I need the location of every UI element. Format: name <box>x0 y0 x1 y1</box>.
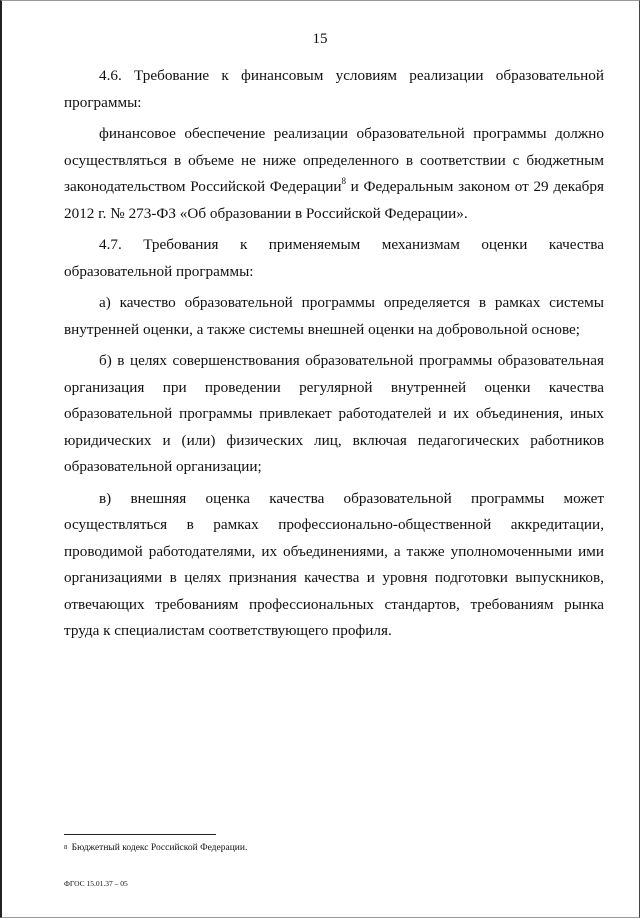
paragraph-4-6: 4.6. Требование к финансовым условиям реализации образовательной программы: <box>64 67 604 111</box>
footnote-marker: 8 <box>64 844 68 851</box>
footnote-divider <box>64 834 216 835</box>
document-code: ФГОС 15.01.37 – 05 <box>64 879 128 888</box>
footnote-reference[interactable]: 8 <box>341 176 346 186</box>
paragraph-financial-support <box>64 121 604 227</box>
paragraph-item-v: в) внешняя оценка качества образовательной программы может осуществляться в рамках профессионально-общественной аккредитации, проводимой работодателями, их объединениями, а также уполномоченными ими организациями в целях признания качества и уровня подготовки выпускников, отвечающих требованиям профессиональных стандартов, требованиям рынка труда к специалистам соответствующего профиля. <box>64 489 604 639</box>
footnote-text: Бюджетный кодекс Российской Федерации. <box>69 843 248 853</box>
paragraph-financial-support-continuation: и Федеральным законом от 29 декабря 2012 г. № 273-ФЗ «Об образовании в Российской Федерации». <box>64 178 604 222</box>
paragraph-4-7: 4.7. Требования к применяемым механизмам оценки качества образовательной программы: <box>64 236 604 280</box>
paragraph-item-b: б) в целях совершенствования образовательной программы образовательная организация при проведении регулярной внутренней оценки качества образовательной программы привлекает работодателей и их объединения, иных юридических и (или) физических лиц, включая педагогических работников образовательной организации; <box>64 352 604 475</box>
document-body <box>64 63 604 650</box>
paragraph-item-a: а) качество образовательной программы определяется в рамках системы внутренней оценки, а также системы внешней оценки на добровольной основе; <box>64 294 604 338</box>
paragraph-financial-support-text: финансовое обеспечение реализации образовательной программы должно осуществляться в объеме не ниже определенного в соответствии с бюджетным законодательством Российской Федерации <box>64 125 604 195</box>
page-number: 15 <box>312 31 328 47</box>
footnote <box>64 842 247 854</box>
